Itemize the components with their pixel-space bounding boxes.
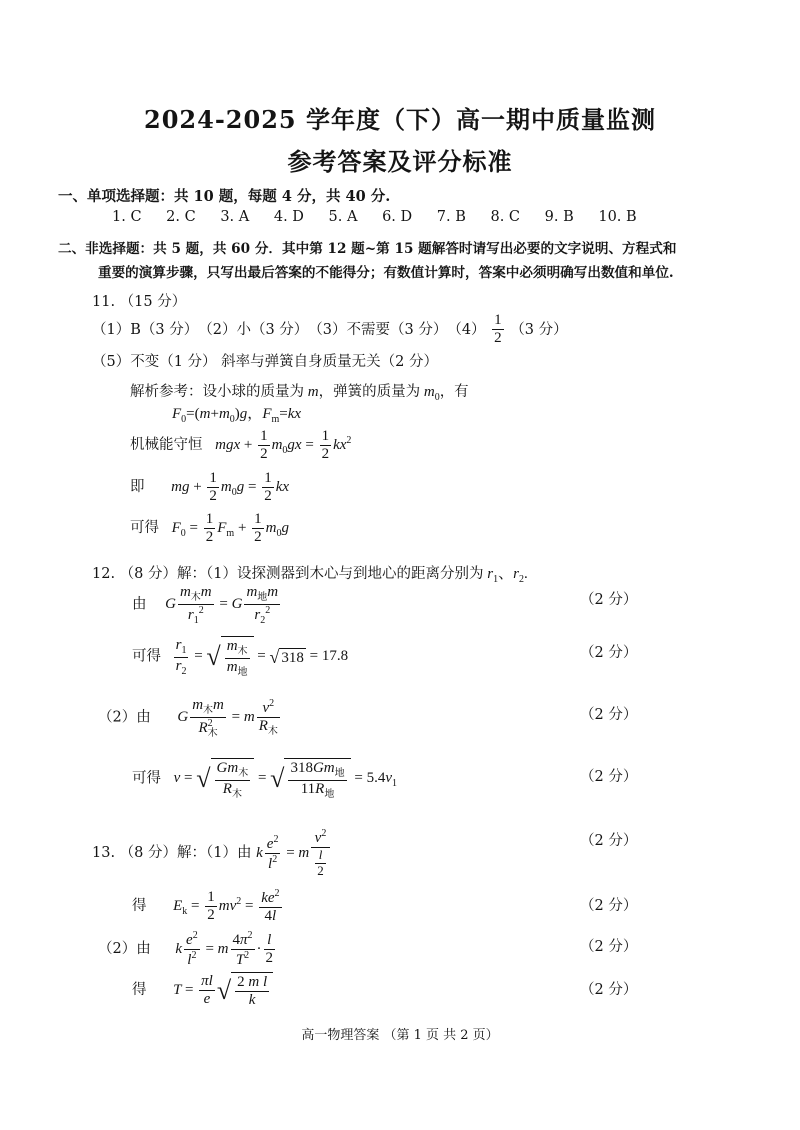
q11-header: 11. （15 分） [92, 294, 187, 310]
de-label: 得 [132, 898, 147, 915]
equation-energy-conservation: 机械能守恒 mgx + $\frac{1}{2}$ $m_0gx$ = $\frac{1}{2}$ $kx^2$ [130, 428, 352, 463]
q12-equation-gravity-balance: 由 G $\frac{m_木m}{r_1^2}$ = G $\frac{m_地m}{r_2^2}$ [132, 584, 279, 626]
page-footer: 高一物理答案 （第 1 页 共 2 页） [301, 1028, 499, 1043]
q13-equation-t-result: 得 T = $\frac{\pi l}{e}$ √ $\frac{\text{2 m l}}{k}$ [132, 972, 273, 1010]
sqrt-value: 318 [281, 649, 304, 666]
analysis-spring-text: ，弹簧的质量为 [318, 384, 421, 400]
q13-score-3: （2 分） [580, 939, 638, 955]
velocity-result: 5.4 [366, 770, 386, 787]
you-label: 由 [132, 596, 147, 613]
q12-equation-velocity: 可得 v = √ $\frac{Gm_木}{R_木}$ = √ $\frac{318Gm_地}{11R_地}$ = $5.4v_1$ [132, 760, 398, 800]
answer-10: 10. B [598, 209, 637, 225]
q12-part2-label: （2）由 [98, 709, 151, 726]
answer-3: 3. A [220, 209, 250, 225]
var-r1-r2: $r_1$、$r_2$. [483, 566, 528, 585]
document-subtitle: 参考答案及评分标准 [287, 147, 513, 176]
ratio-result: 17.8 [321, 648, 349, 665]
answer-6: 6. D [382, 209, 413, 225]
analysis-have-text: ，有 [439, 384, 469, 400]
section1-heading: 一、单项选择题：共 10 题，每题 4 分，共 40 分. [58, 188, 391, 205]
equation-simplified: 即 mg + $\frac{1}{2}$ $m_0g$ = $\frac{1}{2}$ kx [130, 470, 290, 505]
q11-answers-line1 [92, 312, 568, 348]
q13-score-1: （2 分） [580, 833, 638, 849]
de-label-2: 得 [132, 982, 147, 999]
answer-1: 1. C [112, 209, 142, 225]
q12-equation-ratio: 可得 $\frac{r_1}{r_2}$ = √ $\frac{m_木}{m_地}$ = √ 318 = 17.8 [132, 637, 349, 678]
q12-score-3: （2 分） [580, 707, 638, 723]
ji-label: 即 [130, 479, 145, 496]
energy-conservation-label: 机械能守恒 [130, 437, 203, 454]
q13-header-text: 13. （8 分）解：（1）由 [92, 845, 252, 861]
q13-part2-label: （2）由 [98, 941, 151, 958]
section2-heading-line2: 重要的演算步骤，只写出最后答案的不能得分；有数值计算时，答案中必须明确写出数值和单位. [98, 265, 674, 281]
q12-score-2: （2 分） [580, 645, 638, 661]
q12-header-text: 12. （8 分）解：（1）设探测器到木心与到地心的距离分别为 [92, 566, 484, 582]
answer-9: 9. B [544, 209, 574, 225]
kede-label-q12: 可得 [132, 648, 161, 665]
q13-equation-coulomb: 13. （8 分）解：（1）由 k $\frac{e^2}{l^2}$ = m $\frac{v^2}{\frac{l}{2}}$ [92, 828, 332, 879]
var-m0: $m_0$ [420, 384, 440, 403]
q12-equation-orbit: （2）由 G $\frac{m_木m}{R^2_木}$ = m $\frac{v^2}{R_木}$ [98, 697, 278, 739]
q11-answers-line2: （5）不变（1 分） 斜率与弹簧自身质量无关（2 分） [92, 354, 439, 370]
q12-score-1: （2 分） [580, 592, 638, 608]
section2-heading-line1: 二、非选择题：共 5 题，共 60 分．其中第 12 题~第 15 题解答时请写出必要的文字说明、方程式和 [58, 241, 677, 257]
q12-header [92, 562, 528, 585]
q11-score-4: （3 分） [510, 321, 568, 338]
answer-4: 4. D [273, 209, 304, 225]
q13-equation-kinetic-energy: 得 $E_k$ = $\frac{1}{2}$ $mv^2$ = $\frac{ke^2}{4l}$ [132, 888, 280, 925]
q11-analysis-intro [130, 380, 469, 403]
equation-force-definitions: $F_0=(m+m_0)g$，$F_m=kx$ [172, 406, 302, 425]
equation-f0-result: 可得 $F_0$ = $\frac{1}{2}$ $F_m$ + $\frac{1}{2}$ $m_0g$ [130, 511, 290, 546]
kede-label: 可得 [130, 520, 159, 537]
q13-score-4: （2 分） [580, 982, 638, 998]
q13-equation-period: （2）由 k $\frac{e^2}{l^2}$ = m $\frac{4\pi^2}{T^2}$ · $\frac{l}{2}$ [98, 930, 274, 969]
answer-7: 7. B [436, 209, 466, 225]
analysis-intro-text: 解析参考：设小球的质量为 [130, 384, 304, 400]
var-m: m [304, 384, 319, 400]
answer-8: 8. C [490, 209, 521, 225]
q12-score-4: （2 分） [580, 769, 638, 785]
q13-score-2: （2 分） [580, 898, 638, 914]
document-title: 2024-2025 学年度（下）高一期中质量监测 [144, 105, 656, 134]
kede-label-q12b: 可得 [132, 770, 161, 787]
choice-answers [112, 209, 657, 225]
answer-2: 2. C [166, 209, 196, 225]
answer-5: 5. A [328, 209, 358, 225]
fraction-one-half: $\frac{1}{2}$ [494, 312, 502, 347]
q11-answers-1-4: （1）B（3 分） （2）小（3 分） （3）不需要（3 分） （4） [92, 321, 486, 338]
